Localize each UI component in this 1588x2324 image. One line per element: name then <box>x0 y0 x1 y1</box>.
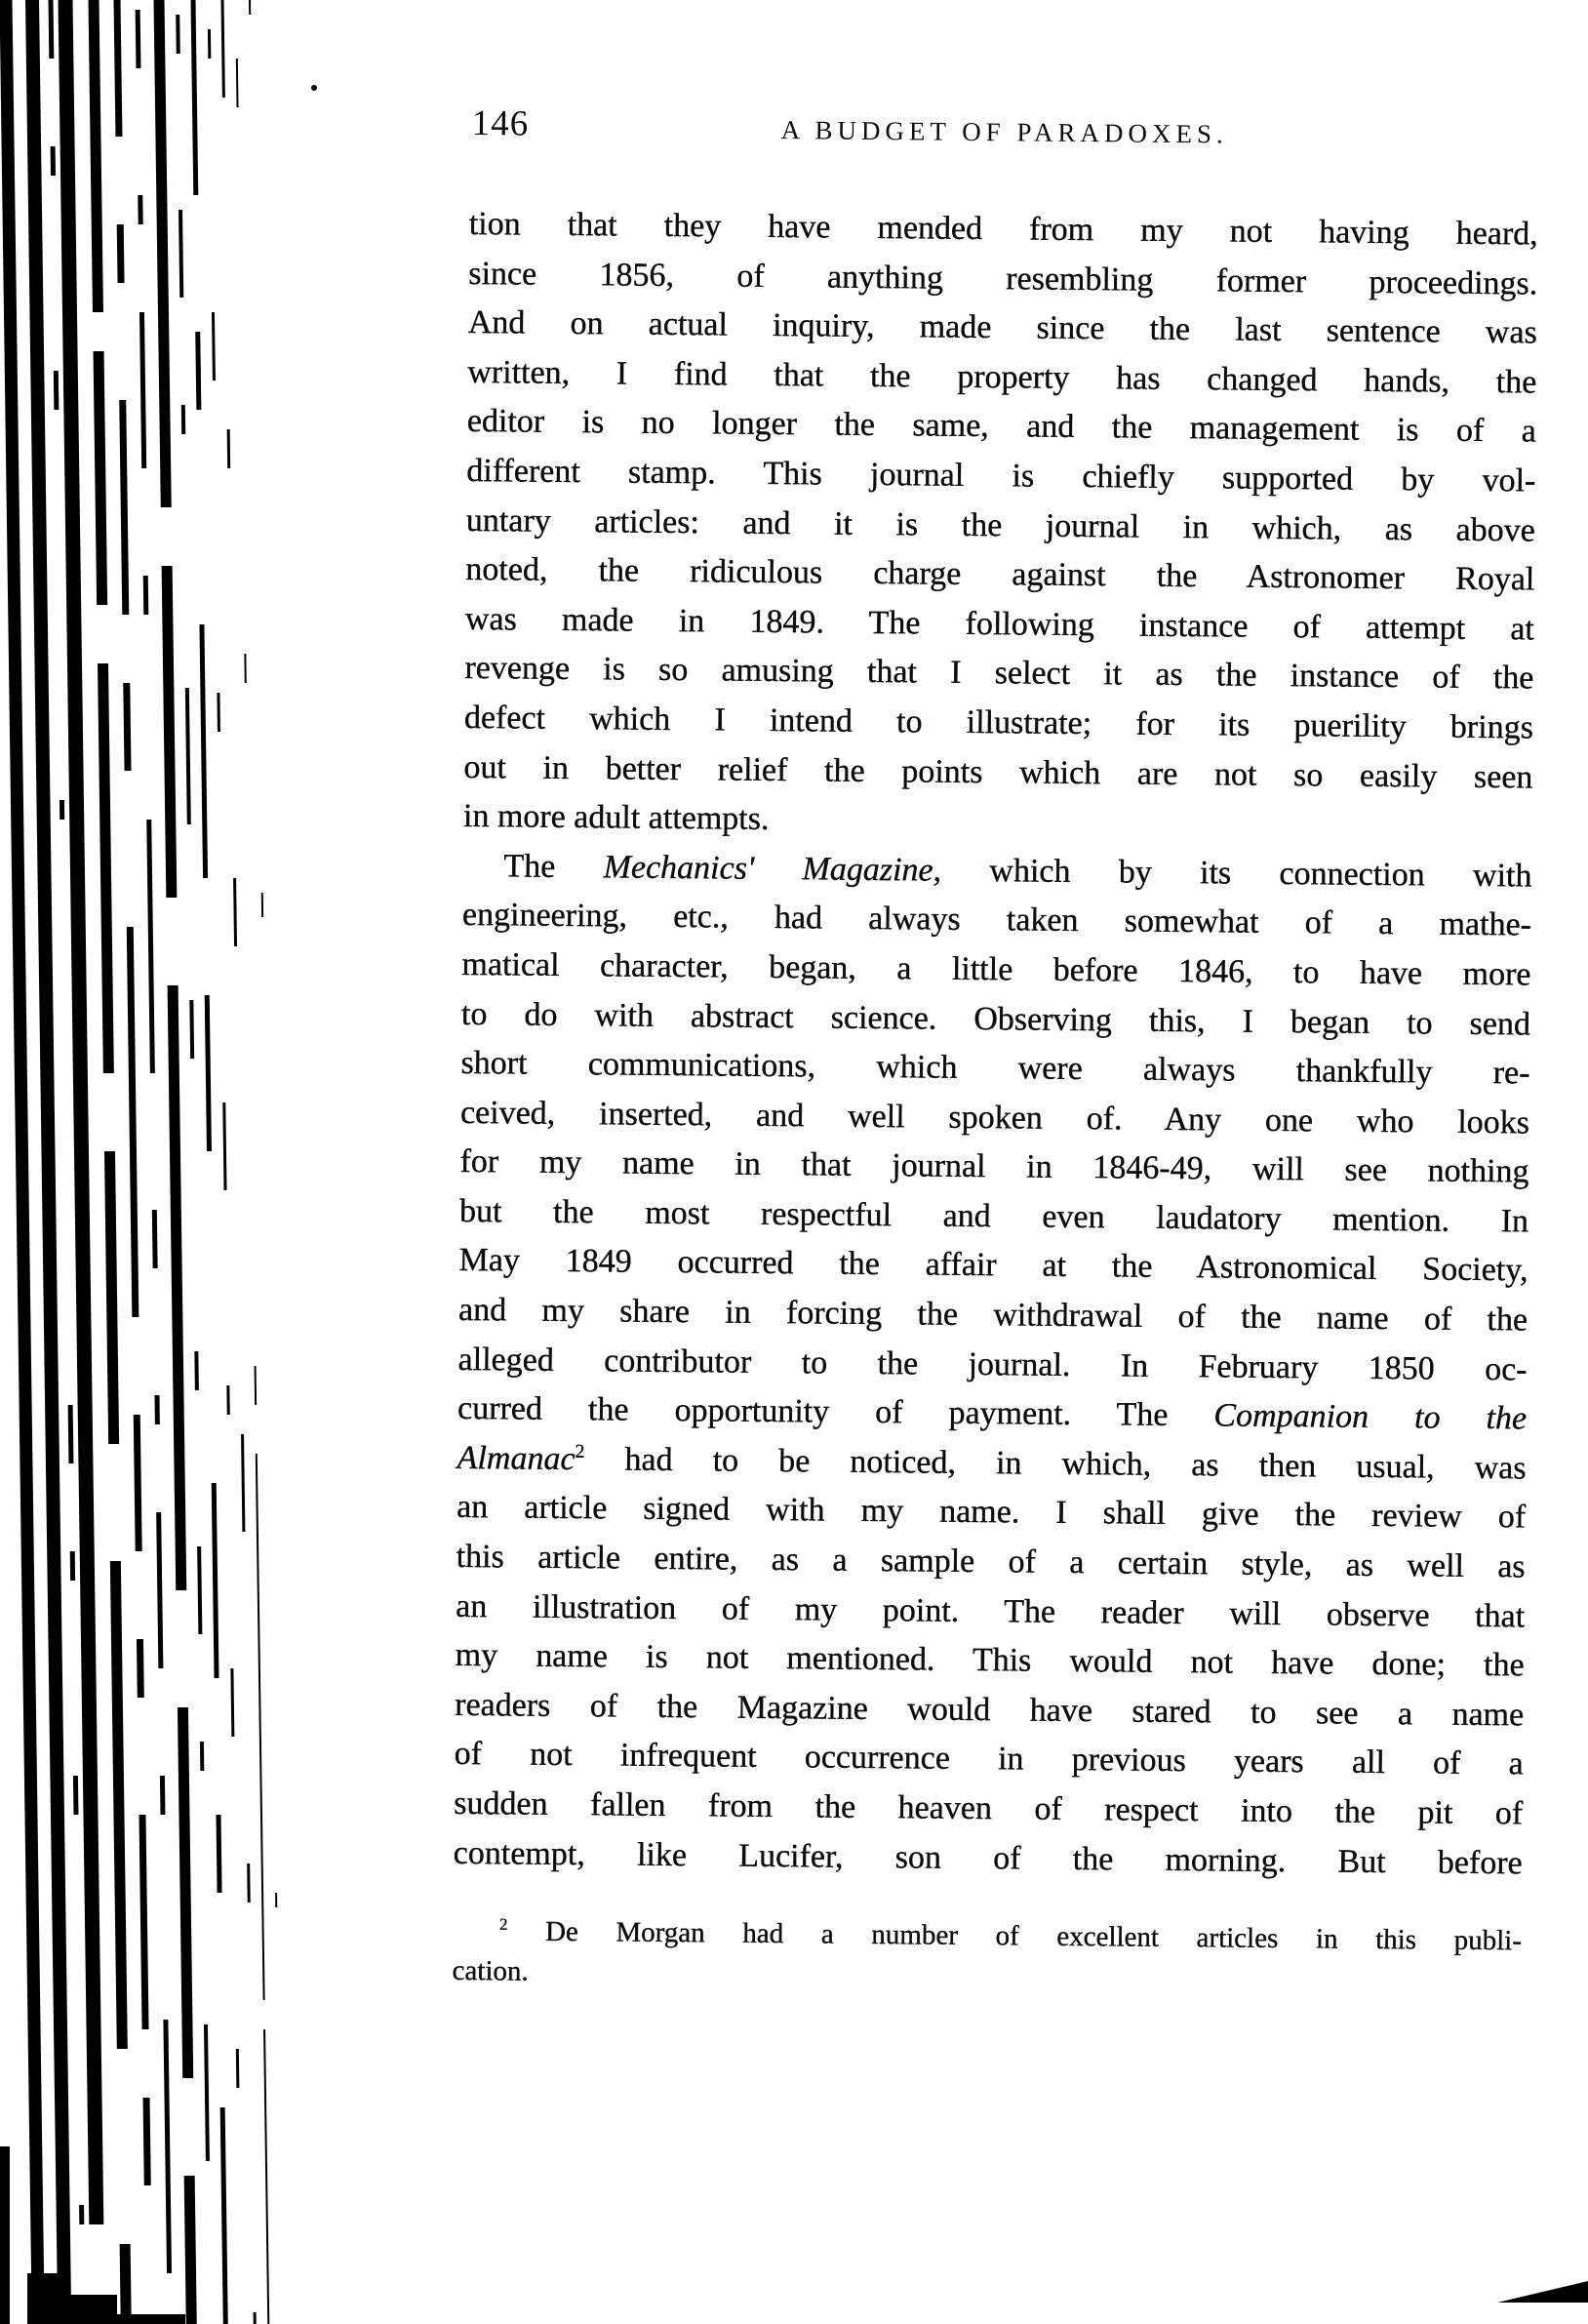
footnote-marker: 2 <box>498 1914 508 1934</box>
text-segment: cation. <box>452 1954 529 1987</box>
text-segment: alleged contributor to the journal. In February 1850 oc- <box>457 1341 1528 1388</box>
text-segment: noted, the ridiculous charge against the Astronomer Royal <box>465 551 1535 598</box>
text-segment: curred the opportunity of payment. The <box>457 1390 1214 1434</box>
text-segment: De Morgan had a number of excellent articles in this publi- <box>507 1915 1523 1957</box>
text-segment: had to be noticed, in which, as then usual, was <box>584 1441 1527 1487</box>
text-segment: And on actual inquiry, made since the last sentence was <box>467 304 1537 351</box>
text-segment: an article signed with my name. I shall give the review of <box>457 1489 1527 1536</box>
running-title: A BUDGET OF PARADOXES. <box>780 115 1228 149</box>
text-segment: an illustration of my point. The reader will observe that <box>456 1587 1526 1635</box>
scan-corner-artifact <box>1497 2281 1588 2303</box>
text-line <box>454 1829 1523 1889</box>
text-segment: contempt, like Lucifer, son of the morning. But before <box>453 1834 1523 1882</box>
italic-text: Almanac <box>457 1439 576 1477</box>
text-segment: matical character, began, a little before 1846, to have more <box>461 945 1531 993</box>
text-segment: short communications, which were always thankfully re- <box>460 1045 1530 1092</box>
text-segment: ceived, inserted, and well spoken of. Any one who looks <box>459 1094 1530 1142</box>
page-number: 146 <box>471 103 530 144</box>
text-segment: in more adult attempts. <box>462 798 770 838</box>
text-segment: was made in 1849. The following instance of attempt at <box>464 600 1535 648</box>
scan-blot-bottom-left <box>0 2146 185 2324</box>
text-segment: editor is no longer the same, and the management is of a <box>466 403 1536 450</box>
text-segment: written, I find that the property has changed hands, the <box>467 353 1537 401</box>
text-segment: to do with abstract science. Observing this, I began to send <box>460 995 1531 1042</box>
text-segment: tion that they have mended from my not having heard, <box>468 205 1538 253</box>
italic-text: Mechanics' Magazine, <box>603 849 942 889</box>
text-segment: out in better relief the points which are not so easily seen <box>463 748 1533 796</box>
text-segment: May 1849 occurred the affair at the Astronomical Society, <box>458 1242 1528 1289</box>
text-segment: since 1856, of anything resembling former proceedings. <box>468 255 1538 302</box>
text-segment: revenge is so amusing that I select it as the instance of the <box>464 650 1534 697</box>
italic-text: Companion to the <box>1213 1397 1528 1437</box>
footnote-marker: 2 <box>575 1440 585 1463</box>
text-segment: sudden fallen from the heaven of respect into the pit of <box>454 1784 1524 1832</box>
text-segment: defect which I intend to illustrate; for its puerility brings <box>463 699 1534 746</box>
body-text <box>454 200 1538 1889</box>
text-segment: different stamp. This journal is chiefly supported by vol- <box>466 452 1536 500</box>
text-segment: this article entire, as a sample of a certain style, as well as <box>456 1538 1526 1585</box>
text-segment: and my share in forcing the withdrawal of the name of the <box>457 1292 1528 1339</box>
footnote <box>452 1911 1522 2002</box>
text-segment: of not infrequent occurrence in previous years all of a <box>454 1736 1524 1783</box>
page-content <box>452 102 1539 1987</box>
text-segment: The <box>503 848 604 886</box>
scan-speck <box>311 85 317 91</box>
text-segment: engineering, etc., had always taken somewhat of a mathe- <box>461 897 1532 943</box>
text-segment: untary articles: and it is the journal in which, as above <box>465 501 1536 549</box>
text-segment: but the most respectful and even laudatory mention. In <box>458 1192 1529 1240</box>
text-segment: which by its connection with <box>940 852 1532 895</box>
text-segment: readers of the Magazine would have stared to see a name <box>455 1686 1525 1734</box>
text-segment: my name is not mentioned. This would not have done; the <box>455 1637 1525 1684</box>
text-segment: for my name in that journal in 1846-49, will see nothing <box>459 1143 1529 1190</box>
